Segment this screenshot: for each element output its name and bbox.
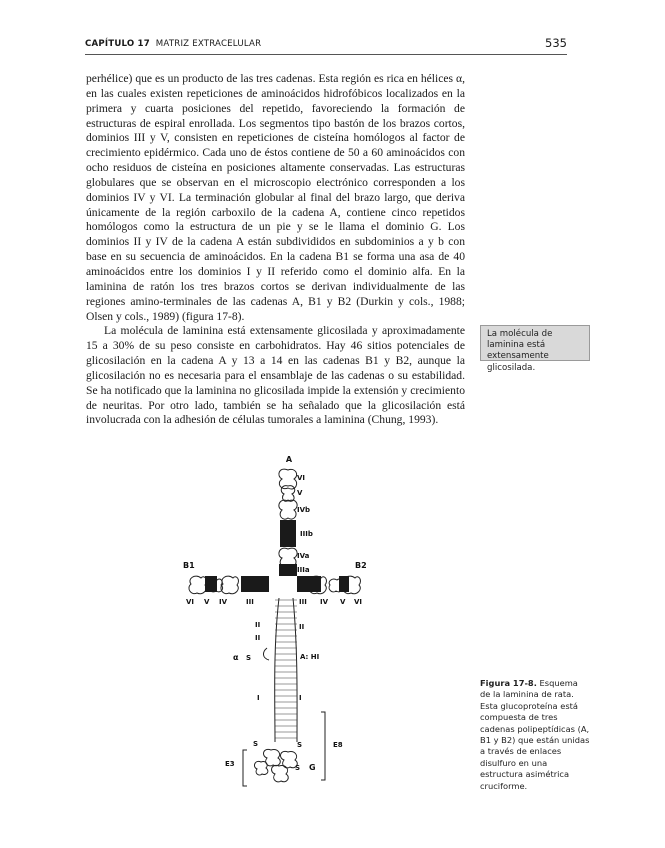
running-header xyxy=(85,37,567,53)
label-b2-iv: IV xyxy=(320,598,329,606)
label-s-left: S xyxy=(253,740,259,748)
label-b1: B1 xyxy=(183,561,195,570)
label-iiib: IIIb xyxy=(300,530,313,538)
label-iva: IVa xyxy=(297,552,310,560)
label-i-right: I xyxy=(299,694,302,702)
label-e8: E8 xyxy=(333,741,343,749)
coil-stripes xyxy=(275,600,297,738)
chapter-heading: CAPÍTULO 17 MATRIZ EXTRACELULAR xyxy=(85,39,262,49)
label-b1-iv: IV xyxy=(219,598,228,606)
label-b2-vi: VI xyxy=(354,598,363,606)
e3-bracket xyxy=(243,750,247,786)
rod-b2-iii xyxy=(297,576,321,592)
globule-ivb xyxy=(279,500,297,519)
label-s-alpha: S xyxy=(246,654,252,662)
rod-b1-iii-outer xyxy=(205,576,217,592)
paragraph-2: La molécula de laminina está extensamente glicosilada y aproximadamente 15 a 30% de su peso consiste en carbohidratos. Hay 46 sitios potenciales de glicosilación en la cadena A y 13 a 14 en las cadenas B1 y B2, aunque la glicosilación no es necesaria para el ensamblaje de las cadenas o su estabilidad. Se ha notificado que la laminina no glicosilada impide la extensión y crecimiento de neuritas. Por otro lado, también se ha señalado que la glicosilación está involucrada con la adhesión de células tumorales a laminina (Chung, 1993). xyxy=(86,324,465,427)
label-s-right: S xyxy=(297,741,303,749)
label-s-bottom: S xyxy=(295,764,301,772)
label-b2-v: V xyxy=(340,598,346,606)
page-number: 535 xyxy=(545,36,567,50)
label-a: A xyxy=(285,455,293,464)
coiled-coil-left xyxy=(275,598,279,742)
margin-note: La molécula de laminina está extensamente glicosilada. xyxy=(480,325,590,361)
laminin-diagram xyxy=(175,450,375,795)
caption-label: Figura 17-8. xyxy=(480,678,537,688)
alpha-loop xyxy=(263,648,269,660)
rod-iiib xyxy=(280,520,296,547)
figure-caption xyxy=(480,678,590,792)
paragraph-1: perhélice) que es un producto de las tres cadenas. Esta región es rica en hélices α, en las cuales existen repeticiones de aminoácidos hidrofóbicos localizados en la primera y cuarta posiciones del repetido, favoreciendo la formación de estructuras de espiral enrollada. Los segmentos tipo bastón de los brazos cortos, dominios III y V, consisten en repeticiones de cisteína homólogos al factor de crecimiento epidérmico. Cada uno de éstos contiene de 50 a 60 aminoácidos con ocho residuos de cisteína en posiciones altamente conservadas. Las estructuras globulares que se observan en el microscopio electrónico corresponden a los dominios IV y VI. La terminación globular al final del brazo largo, que deriva únicamente de la región carboxilo de la cadena A, contiene cinco repetidos homólogos como la estructura de un pie y se le llama el dominio G. Los dominios II y IV de la cadena A están subdivididos en subdominios a y b con base en su secuencia de aminoácidos. En la cadena B1 se forma una asa de 40 aminoácidos entre los dominios I y II referido como el dominio alfa. En la laminina de ratón los tres brazos cortos se derivan individualmente de las regiones amino-terminales de las cadenas A, B1 y B2 (Durkin y cols., 1988; Olsen y cols., 1989) (figura 17-8). xyxy=(86,72,465,323)
label-b1-iii: III xyxy=(246,598,254,606)
body-text xyxy=(86,72,465,428)
label-v-top: V xyxy=(297,489,303,497)
coiled-coil-right xyxy=(293,598,297,742)
label-b2-iii: III xyxy=(299,598,307,606)
caption-text: Esquema de la laminina de rata. Esta glucoproteína está compuesta de tres cadenas polipeptídicas (A, B1 y B2) que están unidas a través de enlaces disulfuro en una estructura asimétrica cruciforme. xyxy=(480,678,590,791)
label-vi-top: VI xyxy=(297,474,306,482)
globule-b1-vi xyxy=(189,576,207,594)
label-b1-v: V xyxy=(204,598,210,606)
label-b1-vi: VI xyxy=(186,598,195,606)
rod-iiia xyxy=(279,564,297,576)
globule-b1-iv xyxy=(221,576,239,594)
e8-bracket xyxy=(321,712,325,780)
label-ii-left-2: II xyxy=(255,634,261,642)
label-e3: E3 xyxy=(225,760,235,768)
rod-b1-iii xyxy=(241,576,269,592)
label-g: G xyxy=(309,763,316,772)
label-ivb: IVb xyxy=(297,506,311,514)
label-b2: B2 xyxy=(355,561,367,570)
label-alpha: α xyxy=(233,653,239,662)
label-a-hi: A: HI xyxy=(300,653,320,661)
label-ii-right: II xyxy=(299,623,305,631)
rod-b2-iii-outer xyxy=(339,576,349,592)
label-i-left: I xyxy=(257,694,260,702)
label-iiia: IIIa xyxy=(297,566,310,574)
header-rule xyxy=(85,54,567,55)
label-ii-left-1: II xyxy=(255,621,261,629)
globule-g-1 xyxy=(264,749,281,766)
